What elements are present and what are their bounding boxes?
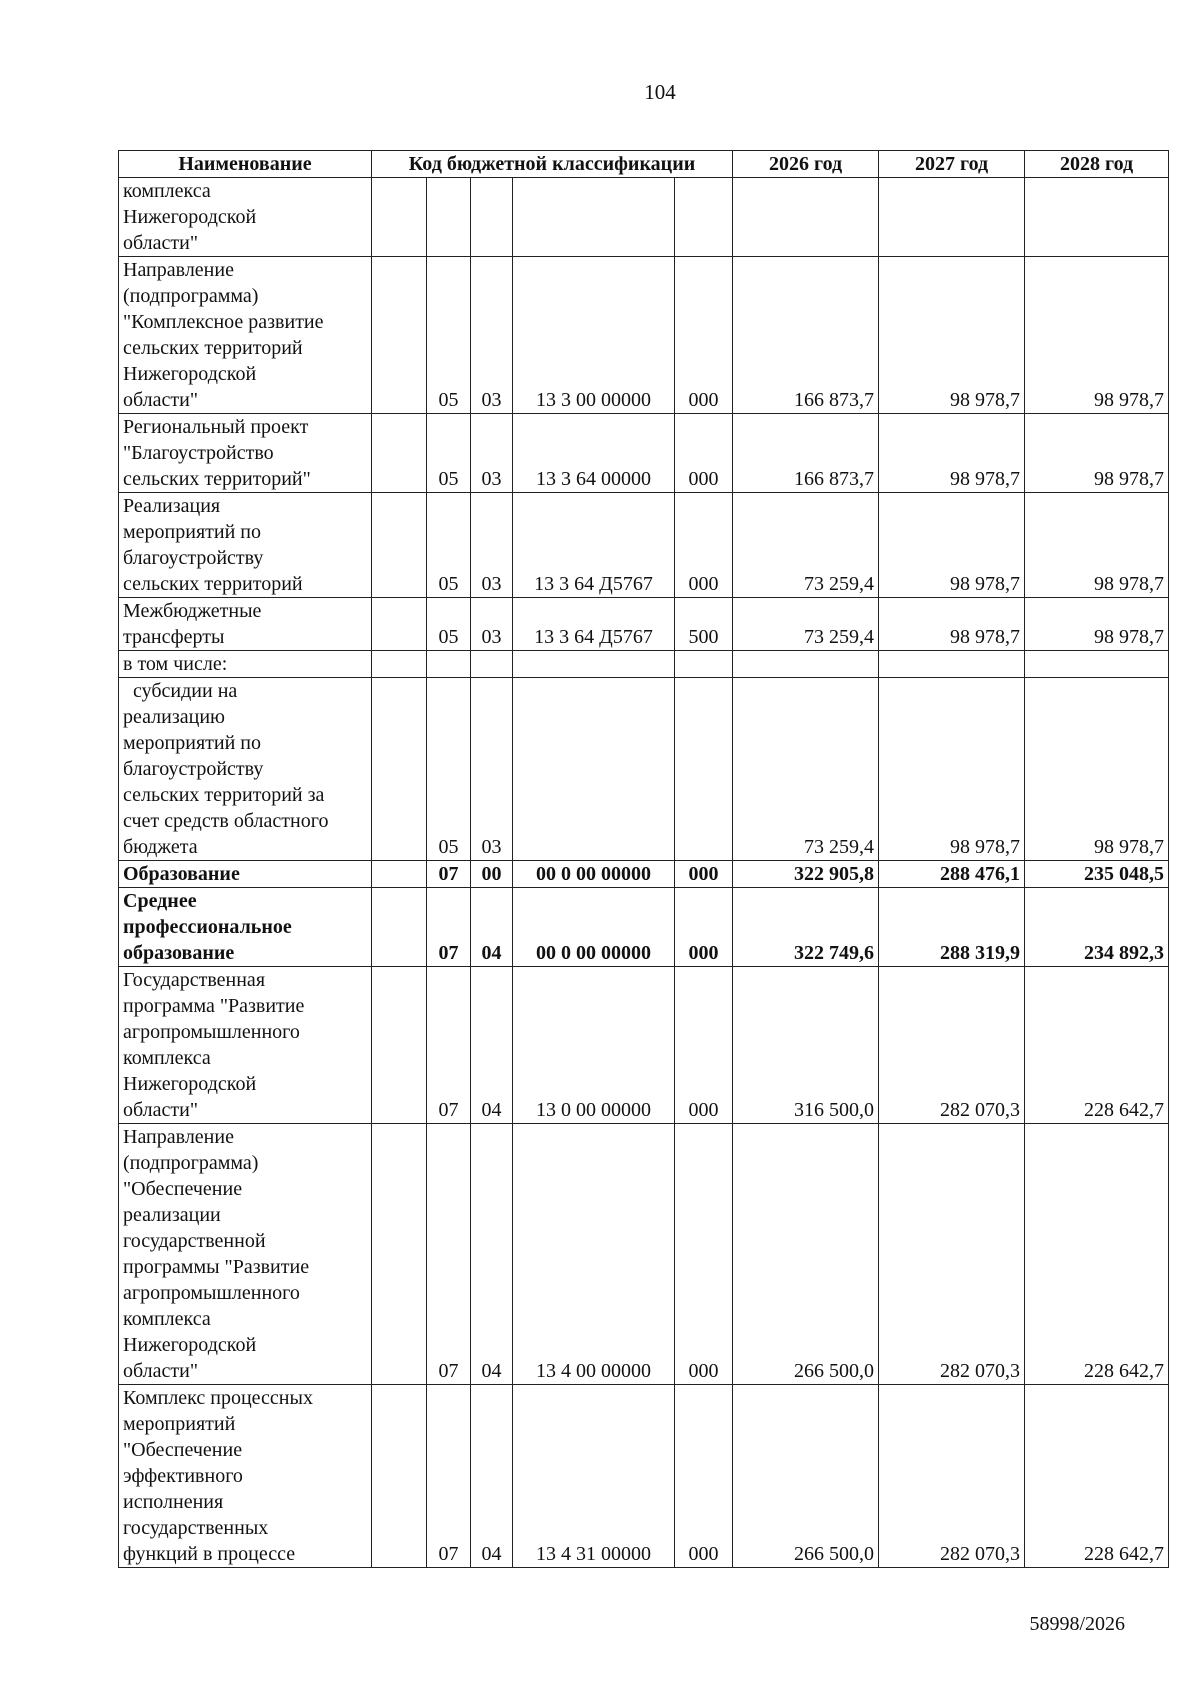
- value-2027: 282 070,3: [879, 1124, 1025, 1385]
- code-section: 07: [427, 1385, 471, 1568]
- value-2028: [1025, 651, 1169, 678]
- table-row: [119, 888, 1169, 967]
- row-name: Направление (подпрограмма) "Комплексное развитие сельских территорий Нижегородской области": [119, 257, 372, 414]
- table-row: [119, 1385, 1169, 1568]
- table-row: [119, 967, 1169, 1124]
- code-subsection: 03: [471, 414, 513, 493]
- code-section: 07: [427, 861, 471, 888]
- code-section-blank: [372, 178, 427, 257]
- table-row: [119, 414, 1169, 493]
- code-subsection: 03: [471, 257, 513, 414]
- code-subsection: 04: [471, 888, 513, 967]
- row-name: Государственная программа "Развитие агропромышленного комплекса Нижегородской области": [119, 967, 372, 1124]
- code-target-article: 00 0 00 00000: [513, 861, 675, 888]
- value-2027: 282 070,3: [879, 1385, 1025, 1568]
- row-name: комплекса Нижегородской области": [119, 178, 372, 257]
- code-target-article: [513, 178, 675, 257]
- table-body: [119, 178, 1169, 1568]
- value-2028: [1025, 178, 1169, 257]
- code-target-article: [513, 651, 675, 678]
- value-2027: 288 476,1: [879, 861, 1025, 888]
- value-2028: 98 978,7: [1025, 678, 1169, 861]
- code-section: 05: [427, 678, 471, 861]
- code-section: 05: [427, 414, 471, 493]
- value-2028: 98 978,7: [1025, 493, 1169, 598]
- row-name: Межбюджетные трансферты: [119, 598, 372, 651]
- code-target-article: [513, 678, 675, 861]
- value-2028: 98 978,7: [1025, 257, 1169, 414]
- code-section-blank: [372, 1385, 427, 1568]
- code-subsection: 03: [471, 598, 513, 651]
- code-section-blank: [372, 414, 427, 493]
- code-target-article: 13 3 64 Д5767: [513, 598, 675, 651]
- value-2026: 316 500,0: [733, 967, 879, 1124]
- table-row: [119, 493, 1169, 598]
- code-section: 07: [427, 1124, 471, 1385]
- value-2027: [879, 651, 1025, 678]
- code-expense-type: [675, 651, 733, 678]
- value-2028: 234 892,3: [1025, 888, 1169, 967]
- code-subsection: 03: [471, 678, 513, 861]
- row-name: в том числе:: [119, 651, 372, 678]
- code-expense-type: [675, 178, 733, 257]
- header-name: Наименование: [119, 151, 372, 178]
- value-2026: 166 873,7: [733, 257, 879, 414]
- code-expense-type: 000: [675, 967, 733, 1124]
- header-2028: 2028 год: [1025, 151, 1169, 178]
- code-expense-type: [675, 678, 733, 861]
- code-section-blank: [372, 493, 427, 598]
- row-name: субсидии на реализацию мероприятий по благоустройству сельских территорий за счет средств областного бюджета: [119, 678, 372, 861]
- value-2026: [733, 651, 879, 678]
- code-expense-type: 000: [675, 493, 733, 598]
- code-section: 05: [427, 598, 471, 651]
- value-2027: 98 978,7: [879, 257, 1025, 414]
- code-expense-type: 000: [675, 888, 733, 967]
- value-2028: 98 978,7: [1025, 598, 1169, 651]
- table-row: [119, 1124, 1169, 1385]
- code-section: 07: [427, 888, 471, 967]
- value-2028: 228 642,7: [1025, 967, 1169, 1124]
- value-2028: 98 978,7: [1025, 414, 1169, 493]
- code-section: 07: [427, 967, 471, 1124]
- row-name: Реализация мероприятий по благоустройству сельских территорий: [119, 493, 372, 598]
- value-2027: 282 070,3: [879, 967, 1025, 1124]
- value-2026: 166 873,7: [733, 414, 879, 493]
- header-2026: 2026 год: [733, 151, 879, 178]
- header-2027: 2027 год: [879, 151, 1025, 178]
- table-row: [119, 651, 1169, 678]
- code-target-article: 13 3 00 00000: [513, 257, 675, 414]
- code-subsection: 04: [471, 1124, 513, 1385]
- code-section-blank: [372, 861, 427, 888]
- code-section-blank: [372, 678, 427, 861]
- budget-table: [118, 150, 1169, 1568]
- code-target-article: 13 4 00 00000: [513, 1124, 675, 1385]
- row-name: Среднее профессиональное образование: [119, 888, 372, 967]
- code-expense-type: 000: [675, 257, 733, 414]
- code-section-blank: [372, 598, 427, 651]
- code-expense-type: 000: [675, 1124, 733, 1385]
- value-2028: 228 642,7: [1025, 1124, 1169, 1385]
- code-subsection: [471, 178, 513, 257]
- value-2027: 98 978,7: [879, 493, 1025, 598]
- table-row: [119, 678, 1169, 861]
- page-number: 104: [644, 80, 676, 104]
- code-target-article: 13 3 64 Д5767: [513, 493, 675, 598]
- code-section: [427, 178, 471, 257]
- value-2026: 73 259,4: [733, 598, 879, 651]
- row-name: Региональный проект "Благоустройство сельских территорий": [119, 414, 372, 493]
- code-expense-type: 500: [675, 598, 733, 651]
- row-name: Комплекс процессных мероприятий "Обеспечение эффективного исполнения государственных функций в процессе: [119, 1385, 372, 1568]
- code-subsection: [471, 651, 513, 678]
- code-target-article: 13 3 64 00000: [513, 414, 675, 493]
- value-2026: [733, 178, 879, 257]
- table-row: [119, 598, 1169, 651]
- code-section: [427, 651, 471, 678]
- value-2027: [879, 178, 1025, 257]
- value-2026: 73 259,4: [733, 493, 879, 598]
- code-section: 05: [427, 257, 471, 414]
- code-subsection: 00: [471, 861, 513, 888]
- value-2028: 228 642,7: [1025, 1385, 1169, 1568]
- code-section-blank: [372, 651, 427, 678]
- row-name: Направление (подпрограмма) "Обеспечение реализации государственной программы "Развитие агропромышленного комплекса Нижегородской области": [119, 1124, 372, 1385]
- code-expense-type: 000: [675, 861, 733, 888]
- code-target-article: 13 4 31 00000: [513, 1385, 675, 1568]
- code-section: 05: [427, 493, 471, 598]
- header-code: Код бюджетной классификации: [372, 151, 733, 178]
- code-target-article: 13 0 00 00000: [513, 967, 675, 1124]
- code-expense-type: 000: [675, 1385, 733, 1568]
- code-target-article: 00 0 00 00000: [513, 888, 675, 967]
- value-2027: 98 978,7: [879, 678, 1025, 861]
- table-row: [119, 257, 1169, 414]
- code-subsection: 04: [471, 1385, 513, 1568]
- value-2026: 266 500,0: [733, 1124, 879, 1385]
- value-2026: 266 500,0: [733, 1385, 879, 1568]
- value-2026: 322 905,8: [733, 861, 879, 888]
- value-2026: 73 259,4: [733, 678, 879, 861]
- document-registration-number: 58998/2026: [1029, 1613, 1125, 1635]
- value-2027: 98 978,7: [879, 598, 1025, 651]
- code-subsection: 04: [471, 967, 513, 1124]
- value-2026: 322 749,6: [733, 888, 879, 967]
- row-name: Образование: [119, 861, 372, 888]
- code-subsection: 03: [471, 493, 513, 598]
- value-2028: 235 048,5: [1025, 861, 1169, 888]
- code-section-blank: [372, 1124, 427, 1385]
- table-row: [119, 861, 1169, 888]
- value-2027: 288 319,9: [879, 888, 1025, 967]
- value-2027: 98 978,7: [879, 414, 1025, 493]
- code-section-blank: [372, 257, 427, 414]
- code-section-blank: [372, 888, 427, 967]
- code-section-blank: [372, 967, 427, 1124]
- code-expense-type: 000: [675, 414, 733, 493]
- table-header-row: [119, 151, 1169, 178]
- table-row: [119, 178, 1169, 257]
